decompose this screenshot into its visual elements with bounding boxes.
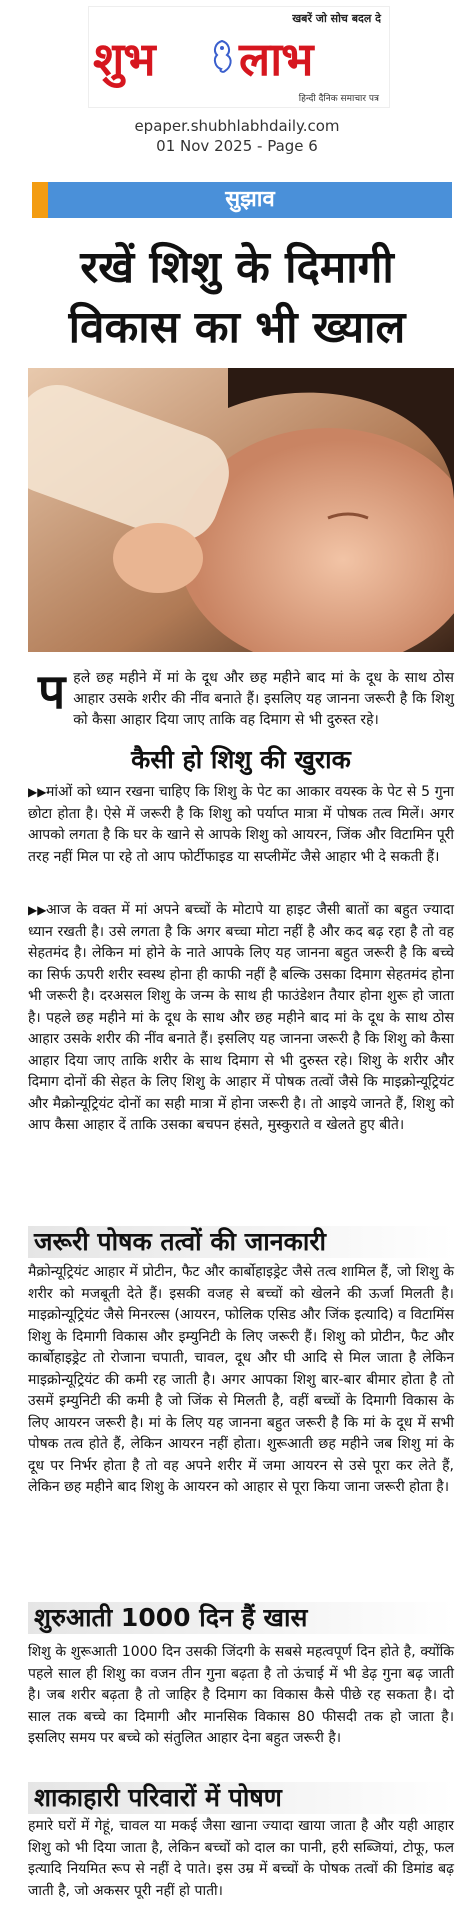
section-1-paragraph-2-text: आज के वक्त में मां अपने बच्चों के मोटापे या हाइट जैसी बातों का बहुत ज्यादा ध्यान रखती है। उसे लगता है कि अगर बच्चा मोटा नहीं है और कद बढ़ रहा है तो वह सेहतमंद है। लेकिन मां होने के नाते आपके लिए यह जानना बहुत जरूरी है कि बच्चे का सिर्फ ऊपरी शरीर स्वस्थ होना ही काफी नहीं है बल्कि उसका दिमाग सेहतमंद होना भी जरूरी है। दरअसल शिशु के जन्म के साथ ही फाउंडेशन तैयार होना शुरू हो जाता है। पहले छह महीने मां के दूध के साथ और छह महीने बाद मां के दूध के साथ ठोस आहार उसके शरीर की नींव बनाते हैं। इसलिए यह जानना जरूरी है कि शिशु को कैसा आहार दिया जाए ताकि शरीर के साथ दिमाग से भी दुरुस्त रहे। शिशु के शरीर और दिमाग दोनों की सेहत के लिए शिशु के आहार में पोषक तत्वों जैसे कि माइक्रोन्यूट्रियंट और मैक्रोन्यूट्रियंट दोनों का सही मात्रा में होना जरूरी है। तो आइये जानते हैं, शिशु को आप कैसा आहार दें ताकि उसका बचपन हंसते, मुस्कुराते व खेलते हुए बीते। xyxy=(28,902,454,1133)
category-label: सुझाव xyxy=(225,187,275,212)
section-heading-3: शुरुआती 1000 दिन हैं खास xyxy=(28,1602,454,1634)
double-arrow-icon: ▶▶ xyxy=(28,903,47,917)
lead-paragraph xyxy=(28,664,454,731)
section-1-paragraph-2 xyxy=(28,900,454,1137)
category-accent xyxy=(32,182,48,218)
double-arrow-icon: ▶▶ xyxy=(28,785,47,799)
drop-cap: प xyxy=(38,664,66,720)
tagline: खबरें जो सोच बदल दे xyxy=(292,12,381,25)
headline-line-2: विकास का भी ख्याल xyxy=(68,302,406,353)
masthead-subline: हिन्दी दैनिक समाचार पत्र xyxy=(298,94,379,104)
section-4-paragraph: हमारे घरों में गेहूं, चावल या मकई जैसा खाना ज्यादा खाया जाता है और यही आहार शिशु को भी दिया जाता है, लेकिन बच्चों को दाल का पानी, हरी सब्जियां, टोफू, फल इत्यादि नियमित रूप से नहीं दे पाते। इस उम्र में बच्चों के पोषक तत्वों की डिमांड बढ़ जाती है, जो अकसर पूरी नहीं हो पाती। xyxy=(28,1818,454,1899)
source-date-page: 01 Nov 2025 - Page 6 xyxy=(156,137,318,155)
ganesha-icon xyxy=(207,37,237,75)
section-1-paragraph-1 xyxy=(28,782,454,868)
section-1-paragraph-1-text: मांओं को ध्यान रखना चाहिए कि शिशु के पेट का आकार वयस्क के पेट से 5 गुना छोटा होता है। ऐसे में जरूरी है कि शिशु को पर्याप्त मात्रा में पोषक तत्व मिलें। अगर आपको लगता है कि घर के खाने से आपके शिशु को आयरन, जिंक और विटामिन पूरी तरह नहीं मिल पा रहे तो आप फोर्टीफाइड या सप्लीमेंट जैसे आहार भी दे सकती हैं। xyxy=(28,784,454,865)
section-3-paragraph: शिशु के शुरूआती 1000 दिन उसकी जिंदगी के सबसे महत्वपूर्ण दिन होते है, क्योंकि पहले साल ही शिशु का वजन तीन गुना बढ़ता है तो ऊंचाई में भी डेढ़ गुना बढ़ जाती है। जब शरीर बढ़ता है तो जाहिर है दिमाग का विकास कैसे पीछे रह सकता है। दो साल तक बच्चे का दिमागी और मानसिक विकास 80 फीसदी तक हो जाता है। इसलिए समय पर बच्चे को संतुलित आहार देना बहुत जरूरी है। xyxy=(28,1644,454,1746)
source-site[interactable]: epaper.shubhlabhdaily.com xyxy=(134,117,340,135)
headline-line-1: रखें शिशु के दिमागी xyxy=(80,242,394,293)
section-heading-2: जरूरी पोषक तत्वों की जानकारी xyxy=(28,1226,454,1258)
source-info xyxy=(0,116,474,156)
logo-text-right: लाभ xyxy=(239,32,313,86)
masthead xyxy=(88,6,390,108)
lead-text: हले छह महीने में मां के दूध और छह महीने बाद मां के दूध के साथ ठोस आहार उसके शरीर की नींव बनाते हैं। इसलिए यह जानना जरूरी है कि शिशु को कैसा आहार दिया जाए ताकि वह दिमाग से भी दुरुस्त रहे। xyxy=(73,670,454,728)
section-heading-1: कैसी हो शिशु की खुराक xyxy=(131,745,351,774)
baby-feeding-photo xyxy=(28,368,454,652)
headline xyxy=(20,238,454,358)
section-heading-4: शाकाहारी परिवारों में पोषण xyxy=(28,1782,454,1814)
logo-text-left: शुभ xyxy=(93,32,155,86)
section-2-paragraph: मैक्रोन्यूट्रियंट आहार में प्रोटीन, फैट और कार्बोहाइड्रेट जैसे तत्व शामिल हैं, जो शिशु के शरीर को मजबूती देते हैं। इसकी वजह से बच्चों को खेलने की ऊर्जा मिलती है। माइक्रोन्यूट्रियंट जैसे मिनरल्स (आयरन, फोलिक एसिड और जिंक इत्यादि) व विटामिंस शिशु के दिमागी विकास और इम्युनिटी के लिए जरूरी हैं। शिशु को प्रोटीन, फैट और कार्बोहाइड्रेट तो रोजाना चपाती, चावल, दूध और घी आदि से मिल जाता है लेकिन माइक्रोन्यूट्रियंट की कमी रह जाती है। अगर आपका शिशु बार-बार बीमार होता है तो उसमें इम्युनिटी की कमी है जो जिंक से मिलती है, वहीं बच्चों के दिमागी विकास के लिए आयरन जरूरी है। मां के लिए यह जानना बहुत जरूरी है कि मां के दूध में सभी पोषक तत्व होते हैं, लेकिन आयरन नहीं होता। शुरूआती छह महीने जब शिशु मां के दूध पर निर्भर होता है तो वह अपने शरीर में जमा आयरन से उसे पूरा कर लेते हैं, लेकिन छह महीने बाद शिशु के आयरन को आहार से पूरा किया जाना जरूरी होता है। xyxy=(28,1264,454,1495)
